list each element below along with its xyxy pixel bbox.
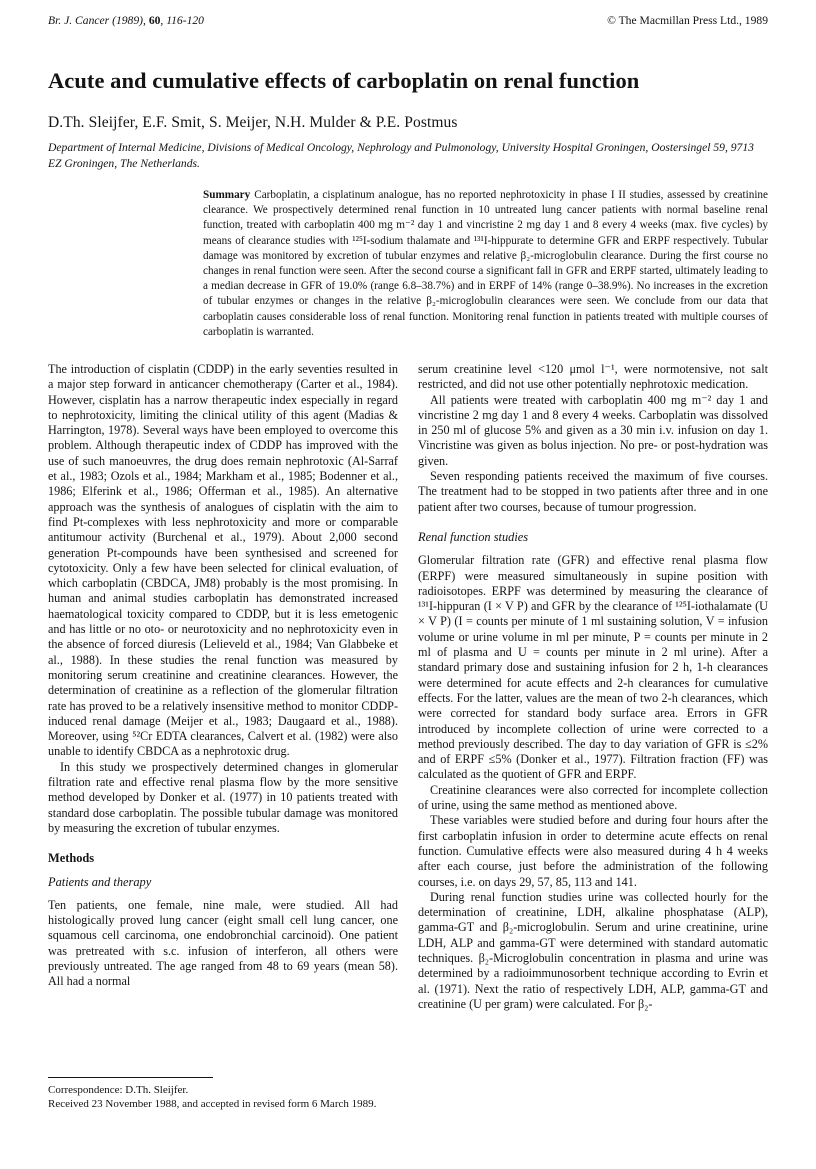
variables-paragraph: These variables were studied before and during four hours after the first carboplatin infusion in order to determine acute effects on renal function. Cumulative effects were also measured during 4 h 4 weeks after each course, just before the administration of the following courses, i.e. on days 29, 57, 85, 113 and 141. xyxy=(418,813,768,889)
renal-studies-subheading: Renal function studies xyxy=(418,529,529,544)
abstract-text: Carboplatin, a cisplatinum analogue, has no reported nephrotoxicity in phase I II studies, assessed by creatinine clearance. We prospectively determined renal function in 10 untreated lung cancer patients with normal baseline renal function, treated with carboplatin 400 mg m⁻² day 1 and vincristine 2 mg day 1 and 8 every 4 weeks (max. five cycles) by means of clearance studies with ¹²⁵I-sodium thalamate and ¹³¹I-hippurate to determine GFR and ERPF respectively. Tubular damage was monitored by excretion of tubular enzymes and relative β₂-microglobulin clearance. During the first course no changes in renal function were seen. After the second course a significant fall in GFR and ERPF started, ultimately leading to a median decrease in GFR of 19.0% (range 6.8–38.7%) and in ERPF of 14% (range 0–38.9%). No increases in the excretion of tubular enzymes or changes in the relative β₂-microglobulin clearances were seen. We conclude from our data that carboplatin causes considerable loss of renal function. Monitoring renal function in patients treated with multiple courses of carboplatin is warranted. xyxy=(203,189,768,338)
intro-paragraph-1: The introduction of cisplatin (CDDP) in the early seventies resulted in a major step forward in anticancer chemotherapy (Carter et al., 1984). However, cisplatin has a narrow therapeutic index especially in regard to nephrotoxicity, limiting the clinical utility of this agent (Madias & Harrington, 1978). Several ways have been employed to overcome this problem. Although therapeutic index of CDDP has improved with the use of such manoeuvres, the drug does remain nephrotoxic (Al-Sarraf et al., 1983; Ozols et al., 1984; Markham et al., 1985; Bodenner et al., 1986; Elferink et al., 1986; Offerman et al., 1985). An alternative approach was the synthesis of analogues of cisplatin with the aim to find Pt-complexes with less nephrotoxicity and more or comparable antitumour activity (Burchenal et al., 1979). About 2,000 second generation Pt-compounds have been synthesised and screened for cytotoxicity. Only a few have been selected for clinical evaluation, of which carboplatin (CBDCA, JM8) probably is the most promising. In human and animal studies carboplatin has demonstrated increased haematological toxicity compared to CDDP, but it is less emetogenic and has little or no oto- or neurotoxicity and no nephrotoxicity even in the absence of forced diuresis (Lelieveld et al., 1984; Van Glabbeke et al., 1988). In these studies the renal function was measured by monitoring serum creatinine and creatinine clearances. However, the determination of creatinine as a reflection of the glomerular filtration rate has proved to be a relatively insensitive method to monitor CDDP-induced renal damage (Meijer et al., 1983; Daugaard et al., 1988). Moreover, using ⁵²Cr EDTA clearances, Calvert et al. (1982) were also unable to identify CBDCA as a nephrotoxic drug. xyxy=(48,362,398,759)
copyright-notice: © The Macmillan Press Ltd., 1989 xyxy=(607,14,768,27)
patients-subheading: Patients and therapy xyxy=(48,874,152,889)
running-header xyxy=(48,14,768,32)
right-column xyxy=(418,362,768,1012)
abstract xyxy=(203,188,768,340)
methods-heading: Methods xyxy=(48,851,95,866)
left-column xyxy=(48,362,398,990)
patients-continued: serum creatinine level <120 μmol l⁻¹, were normotensive, not salt restricted, and did not use other potentially nephrotoxic medication. xyxy=(418,362,768,392)
article-title: Acute and cumulative effects of carboplatin on renal function xyxy=(48,68,640,93)
footnotes xyxy=(48,1077,398,1111)
affiliation: Department of Internal Medicine, Divisions of Medical Oncology, Nephrology and Pulmonology, University Hospital Groningen, Oostersingel 59, 9713 EZ Groningen, The Netherlands. xyxy=(48,141,754,170)
correspondence-note: Correspondence: D.Th. Sleijfer. xyxy=(48,1084,189,1096)
treatment-paragraph: All patients were treated with carboplatin 400 mg m⁻² day 1 and vincristine 2 mg day 1 and 8 every 4 weeks. Carboplatin was dissolved in 250 ml of glucose 5% and given as a 30 min i.v. infusion on day 1. Vincristine was given as bolus injection. No pre- or post-hydration was given. xyxy=(418,392,768,468)
responders-paragraph: Seven responding patients received the maximum of five courses. The treatment had to be stopped in two patients after three and in one patient after two courses, because of tumour progression. xyxy=(418,469,768,514)
renal-paragraph: Glomerular filtration rate (GFR) and effective renal plasma flow (ERPF) were measured simultaneously in supine position with radioisotopes. ERPF was determined by measuring the clearance of ¹³¹I-hippuran (I × V P) and GFR by the clearance of ¹²⁵I-iothalamate (U × V P) (I = counts per minute of 1 ml sustaining solution, V = infusion volume or urine volume in ml per minute, P = counts per minute in 2 ml of plasma and U = counts per minute in 2 ml urine). After a standard primary dose and sustaining infusion for 2 h, 1-h clearances were determined for acute effects and 2-h clearances for cumulative effects. For the latter, values are the mean of two 2-h clearances, which were corrected for standard body surface area. Errors in GFR introduced by incomplete collection of urine were corrected to a method previously described. The day to day variation of GFR is ≤2% and of ERPF ≤5% (Donker et al., 1977). Filtration fraction (FF) was calculated as the quotient of GFR and ERPF. xyxy=(418,553,768,782)
creatinine-paragraph: Creatinine clearances were also corrected for incomplete collection of urine, using the same method as mentioned above. xyxy=(418,782,768,813)
urine-paragraph: During renal function studies urine was collected hourly for the determination of creatinine, LDH, alkaline phosphatase (ALP), gamma-GT and β₂-microglobulin. Serum and urine creatinine, urine LDH, ALP and gamma-GT were determined with standard automatic techniques. β₂-Microglobulin concentration in plasma and urine was determined by a radioimmunosorbent technique according to Evrin et al. (1971). Next the ratio of respectively LDH, ALP, gamma-GT and creatinine (U per gram) were calculated. For β₂- xyxy=(418,889,768,1011)
intro-paragraph-2: In this study we prospectively determined changes in glomerular filtration rate and effective renal plasma flow by the more sensitive method developed by Donker et al. (1977) in 10 patients treated with standard dose carboplatin. The possible tubular damage was monitored by measuring the excretion of tubular enzymes. xyxy=(48,759,398,835)
received-note: Received 23 November 1988, and accepted in revised form 6 March 1989. xyxy=(48,1098,377,1110)
patients-paragraph: Ten patients, one female, nine male, were studied. All had histologically proved lung cancer (eight small cell lung cancer, one squamous cell carcinoma, one endobronchial carcinoid). One patient was pretreated with s.c. infusion of interferon, all others were previously untreated. The age ranged from 48 to 69 years (mean 58). All had a normal xyxy=(48,897,398,989)
author-list: D.Th. Sleijfer, E.F. Smit, S. Meijer, N.H. Mulder & P.E. Postmus xyxy=(48,114,458,131)
footnote-rule xyxy=(48,1077,213,1078)
journal-citation: Br. J. Cancer (1989), 60, 116-120 xyxy=(48,14,204,27)
abstract-label: Summary xyxy=(203,189,251,201)
